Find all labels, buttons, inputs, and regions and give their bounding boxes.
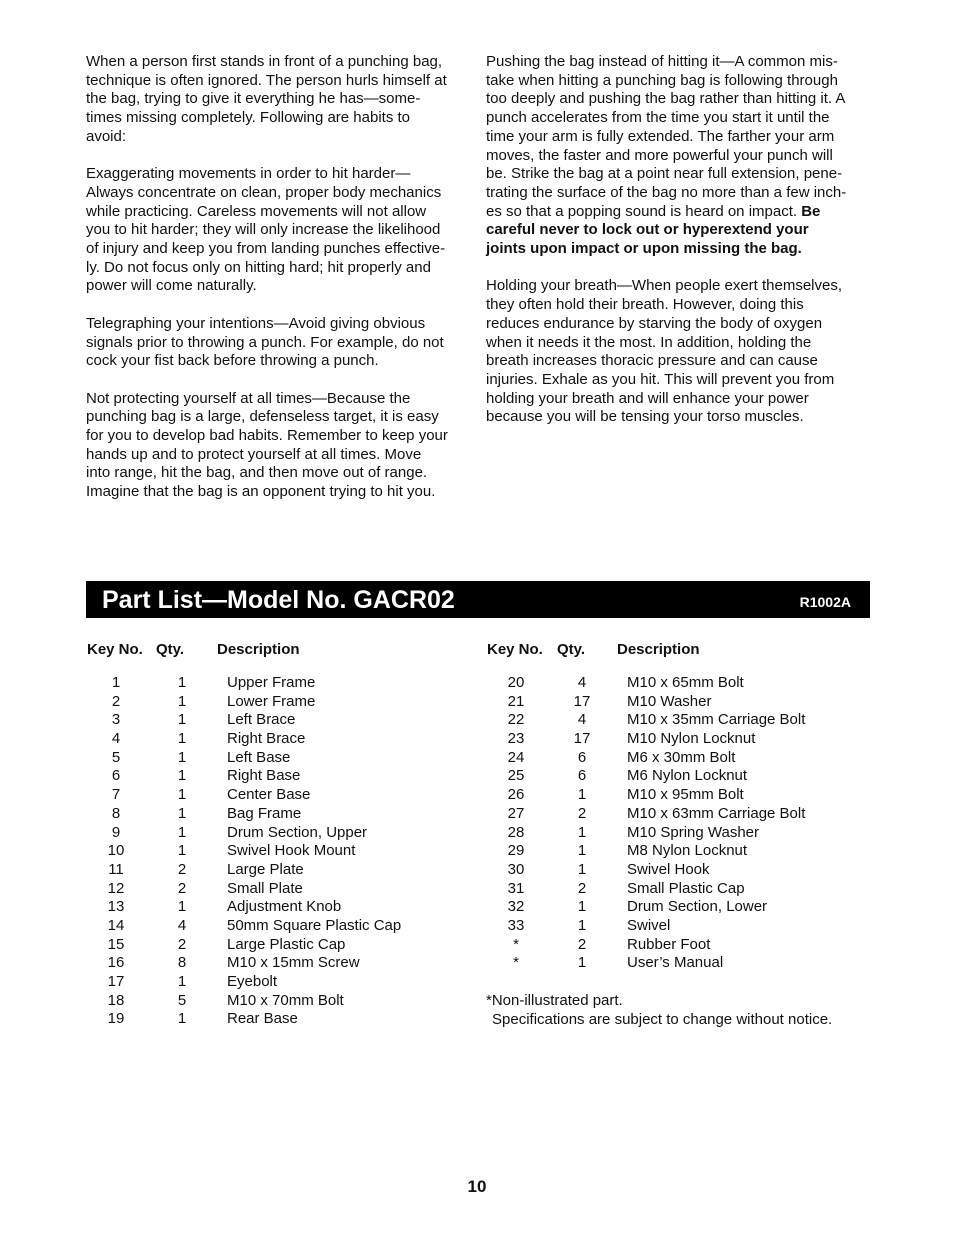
part-key-number: 11 [108,860,124,878]
page-number: 10 [467,1177,487,1196]
part-list-title: Part List—Model No. GACR02 [102,586,455,614]
part-description: M10 x 65mm Bolt [627,674,744,691]
document-code: R1002A [799,594,851,610]
part-description: 50mm Square Plastic Cap [227,916,402,934]
part-quantity: 1 [577,860,587,878]
part-description: Rubber Foot [627,935,711,953]
part-quantity: 1 [177,748,187,766]
part-key-number: 16 [107,954,125,972]
part-key-number: 8 [111,804,121,822]
part-quantity: 1 [177,730,187,748]
part-quantity: 1 [177,842,187,860]
part-key-number: 27 [507,804,525,822]
part-description: Right Brace [227,730,306,748]
part-description: Right Base [227,767,301,785]
part-key-number: 26 [507,786,525,804]
pushing-text: Pushing the bag instead of hitting it—A common mis- take when hitting a punching bag is following through too deeply and pushing the bag rather than hitting it. A punch accelerates from the time you start it until the time your arm is fully extended. The farther your arm moves, the faster and more powerful your punch will be. Strike the bag at a point near full extension, pene- trating the surface of the bag no more than a few inch- es so that a popping sound is heard on impact. [486,53,847,220]
part-quantity: 1 [577,823,587,841]
right-header-key: Key No. [487,641,543,658]
part-quantity: 1 [177,786,187,804]
part-description: M10 x 70mm Bolt [227,991,344,1009]
part-key-number: 24 [507,748,525,766]
part-key-number: * [513,954,519,972]
part-key-number: 30 [507,860,525,878]
part-quantity: 1 [577,898,587,916]
non-illustrated-note: *Non-illustrated part. [486,992,623,1009]
part-quantity: 2 [177,935,187,953]
left-header-description: Description [217,641,300,658]
part-description: M10 x 35mm Carriage Bolt [627,711,806,729]
part-quantity: 17 [573,692,591,710]
right-text-column [486,53,868,446]
pushing-warning: Be careful never to lock out or hyperextend your joints upon impact or upon missing the bag. [486,202,821,258]
pushing-paragraph [486,53,868,259]
part-key-number: 15 [107,935,125,953]
breath-paragraph: Holding your breath—When people exert themselves, they often hold their breath. However, doing this reduces endurance by starving the body of oxygen when it needs it the most. In addition, holding the breath increases thoracic pressure and can cause injuries. Exhale as you hit. This will prevent you from holding your breath and will enhance your power because you will be tensing your torso muscles. [486,277,843,426]
part-description: Rear Base [227,1010,298,1028]
part-quantity: 2 [577,935,587,953]
part-key-number: 6 [111,767,121,785]
part-list-banner [86,581,870,618]
specifications-note: Specifications are subject to change without notice. [492,1011,833,1028]
part-quantity: 2 [177,879,187,897]
part-key-number: 19 [107,1010,125,1028]
part-quantity: 1 [577,786,587,804]
part-key-number: 9 [111,823,121,841]
part-key-number: 12 [107,879,125,897]
part-key-number: 32 [507,898,525,916]
part-description: Large Plastic Cap [227,935,346,953]
part-key-number: 5 [111,748,121,766]
part-key-number: 20 [507,674,525,691]
left-header-qty: Qty. [156,641,185,658]
part-key-number: 18 [107,991,125,1009]
part-description: Drum Section, Lower [627,898,768,916]
part-quantity: 1 [177,674,187,691]
part-quantity: 1 [177,973,187,990]
right-header-qty: Qty. [557,641,586,658]
part-description: Upper Frame [227,674,316,691]
part-description: Bag Frame [227,804,302,822]
part-key-number: 22 [507,711,525,729]
part-key-number: 23 [507,730,525,748]
part-quantity: 1 [577,954,587,972]
part-key-number: 33 [507,916,525,934]
part-description: M6 x 30mm Bolt [627,748,736,766]
part-description: Left Brace [227,711,296,729]
part-quantity: 1 [577,916,587,934]
part-description: Large Plate [227,860,304,878]
part-key-number: 7 [111,786,121,804]
part-description: M10 x 63mm Carriage Bolt [627,804,806,822]
part-quantity: 1 [577,842,587,860]
part-key-number: 3 [111,711,121,729]
part-description: User’s Manual [627,954,724,972]
part-quantity: 2 [577,804,587,822]
part-key-number: 1 [111,674,121,691]
part-description: Adjustment Knob [227,898,342,916]
part-quantity: 1 [177,1010,187,1028]
exaggerating-paragraph: Exaggerating movements in order to hit harder— Always concentrate on clean, proper body mechanics while practicing. Careless movements will not allow you to hit harder; they will only increase the likelihood of injury and keep you from landing punches effective- ly. Do not focus only on hitting hard; hit properly and power will come naturally. [86,165,446,295]
part-quantity: 4 [577,674,587,691]
part-key-number: 17 [107,973,125,990]
part-description: Lower Frame [227,692,316,710]
part-quantity: 1 [177,898,187,916]
part-quantity: 2 [577,879,587,897]
intro-paragraph: When a person first stands in front of a punching bag, technique is often ignored. The person hurls himself at the bag, trying to give it everything he has—some- times missing completely. Following are habits to avoid: [86,53,447,145]
part-key-number: 31 [507,879,525,897]
part-description: M10 Washer [627,692,712,710]
part-quantity: 2 [177,860,187,878]
part-description: M10 Spring Washer [627,823,759,841]
part-description: Left Base [227,748,291,766]
part-description: Swivel Hook Mount [227,842,356,860]
part-key-number: 28 [507,823,525,841]
part-description: M10 x 15mm Screw [227,954,360,972]
part-description: Small Plastic Cap [627,879,745,897]
part-key-number: 13 [107,898,125,916]
part-description: M6 Nylon Locknut [627,767,748,785]
part-description: M10 Nylon Locknut [627,730,756,748]
part-key-number: 14 [107,916,125,934]
protecting-paragraph: Not protecting yourself at all times—Because the punching bag is a large, defenseless target, it is easy for you to develop bad habits. Remember to keep your hands up and to protect yourself at all times. Move into range, hit the bag, and then move out of range. Imagine that the bag is an opponent trying to hit you. [86,389,448,501]
part-description: Eyebolt [227,973,278,990]
part-quantity: 1 [177,823,187,841]
part-key-number: 4 [111,730,121,748]
part-description: Small Plate [227,879,303,897]
part-key-number: 29 [507,842,525,860]
part-key-number: 2 [111,692,121,710]
part-quantity: 1 [177,711,187,729]
part-key-number: * [513,935,519,953]
part-description: Swivel Hook [627,860,710,878]
part-quantity: 4 [577,711,587,729]
part-quantity: 1 [177,804,187,822]
part-quantity: 1 [177,692,187,710]
part-key-number: 10 [107,842,125,860]
left-header-key: Key No. [87,641,143,658]
telegraphing-paragraph: Telegraphing your intentions—Avoid giving obvious signals prior to throwing a punch. For example, do not cock your fist back before throwing a punch. [86,314,444,370]
part-quantity: 6 [577,767,587,785]
part-key-number: 21 [507,692,525,710]
part-description: Swivel [627,916,671,934]
part-key-number: 25 [507,767,525,785]
part-quantity: 17 [573,730,591,748]
part-description: M8 Nylon Locknut [627,842,748,860]
part-quantity: 6 [577,748,587,766]
part-quantity: 5 [177,991,187,1009]
part-quantity: 1 [177,767,187,785]
part-description: Center Base [227,786,311,804]
part-description: M10 x 95mm Bolt [627,786,744,804]
right-header-description: Description [617,641,700,658]
part-quantity: 4 [177,916,187,934]
left-text-column [86,53,468,521]
part-quantity: 8 [177,954,187,972]
part-description: Drum Section, Upper [227,823,368,841]
